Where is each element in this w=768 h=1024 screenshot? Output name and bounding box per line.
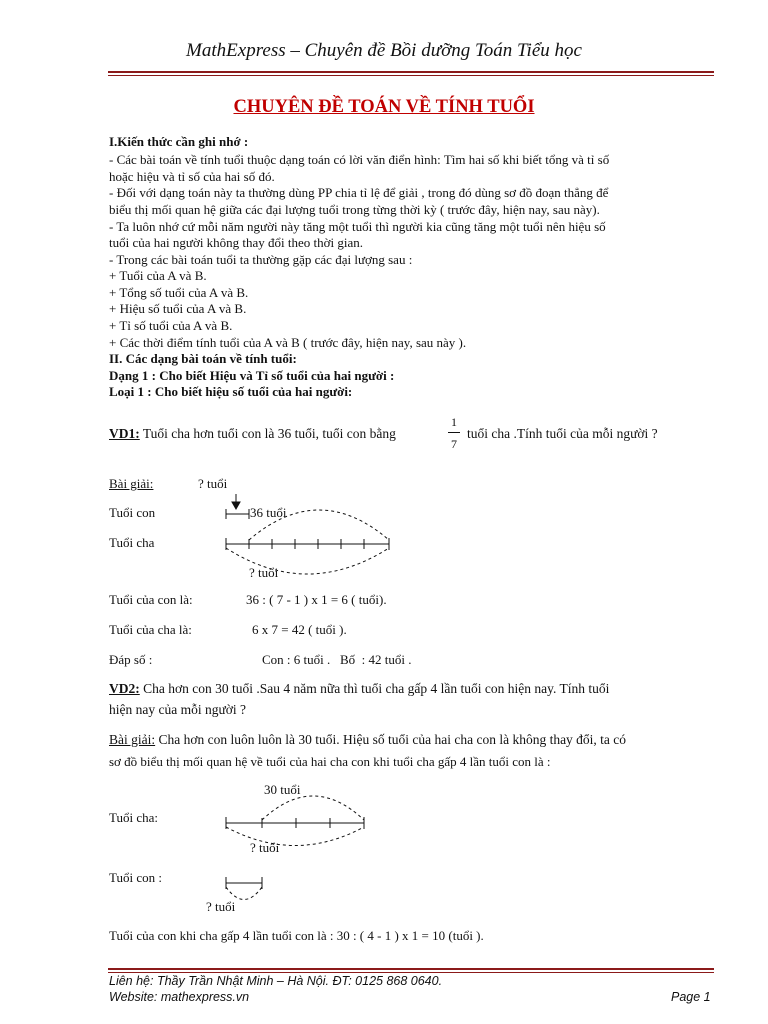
vd1-answer-label: Đáp số : (109, 652, 153, 667)
footer-contact: Liên hệ: Thầy Trần Nhật Minh – Hà Nội. ĐT: 0125 868 0640. (109, 974, 443, 988)
vd1-row-cha-label: Tuổi cha (109, 535, 155, 550)
footer-website: Website: mathexpress.vn (109, 990, 250, 1004)
vd1-text-b: tuổi cha .Tính tuổi của mỗi người ? (467, 426, 658, 441)
vd2-question-con: ? tuổi (206, 899, 236, 914)
vd2-solution-label: Bài giải: (109, 732, 156, 747)
vd2-line2: hiện nay của mỗi người ? (109, 702, 247, 717)
vd2-problem (109, 681, 609, 697)
total-brace-dashed (226, 827, 364, 846)
vd1-label: VD1: (109, 426, 140, 441)
dang1-heading: Dạng 1 : Cho biết Hiệu và Tỉ số tuổi của hai người : (109, 368, 395, 383)
section1-line: - Trong các bài toán tuổi ta thường gặp các đại lượng sau : (109, 252, 413, 267)
footer-rule-thin (108, 972, 714, 973)
diff-brace-dashed (249, 510, 389, 540)
vd2-calc: Tuổi của con khi cha gấp 4 lần tuổi con là : 30 : ( 4 - 1 ) x 1 = 10 (tuổi ). (109, 928, 484, 943)
total-brace-dashed (226, 548, 389, 574)
section2-heading: II. Các dạng bài toán về tính tuổi: (109, 351, 297, 366)
vd1-calc2-label: Tuổi của cha là: (109, 622, 192, 637)
section1-line: biểu thị mối quan hệ giữa các đại lượng tuổi trong từng thời kỳ ( trước đây, hiện nay, sau này). (109, 202, 600, 217)
vd1-calc2: 6 x 7 = 42 ( tuổi ). (252, 622, 347, 637)
arrow-head (232, 502, 240, 509)
vd2-question-cha: ? tuổi (250, 840, 280, 855)
vd1-diff-label: 36 tuổi (250, 505, 287, 520)
vd1-calc1-label: Tuổi của con là: (109, 592, 193, 607)
section1-heading: I.Kiến thức cần ghi nhớ : (109, 134, 249, 149)
vd2-sol-line2: sơ đồ biểu thị mối quan hệ về tuổi của hai cha con khi tuổi cha gấp 4 lần tuổi con là : (109, 754, 551, 769)
section1-line: + Tỉ số tuổi của A và B. (109, 318, 233, 333)
section1-line: + Tổng số tuổi của A và B. (109, 285, 249, 300)
fraction-numerator: 1 (451, 415, 457, 429)
vd2-line1: Cha hơn con 30 tuổi .Sau 4 năm nữa thì tuổi cha gấp 4 lần tuổi con hiện nay. Tính tuổi (139, 681, 610, 696)
vd1-text-a: Tuổi cha hơn tuổi con là 36 tuổi, tuổi con bằng (139, 426, 396, 441)
vd2-label: VD2: (109, 681, 140, 696)
vd2-row-cha-label: Tuổi cha: (109, 810, 158, 825)
vd1-calc1: 36 : ( 7 - 1 ) x 1 = 6 ( tuổi). (246, 592, 387, 607)
vd2-row-con-label: Tuổi con : (109, 870, 162, 885)
fraction-denominator: 7 (451, 437, 457, 451)
vd1-answer: Con : 6 tuổi . Bố : 42 tuổi . (262, 652, 412, 667)
vd2-solution (109, 732, 626, 748)
document-title: CHUYÊN ĐỀ TOÁN VỀ TÍNH TUỔI (233, 97, 535, 117)
section1-line: - Ta luôn nhớ cứ mỗi năm người này tăng một tuổi thì người kia cũng tăng một tuổi nên hiệu số (109, 219, 606, 234)
vd1-row-con-label: Tuổi con (109, 505, 156, 520)
vd2-sol-line1: Cha hơn con luôn luôn là 30 tuổi. Hiệu số tuổi của hai cha con là không thay đổi, ta có (155, 732, 627, 747)
section1-line: - Đối với dạng toán này ta thường dùng PP chia tỉ lệ để giải , trong đó dùng sơ đồ đoạn thẳng để (109, 185, 609, 200)
loai1-heading: Loại 1 : Cho biết hiệu số tuổi của hai người: (109, 384, 353, 399)
vd1-solution-label: Bài giải: (109, 476, 154, 491)
section1-line: + Tuổi của A và B. (109, 268, 207, 283)
vd1-question-top: ? tuổi (198, 476, 228, 491)
vd1-question-bottom: ? tuổi (249, 565, 279, 580)
section1-line: tuổi của hai người không thay đổi theo thời gian. (109, 235, 364, 250)
footer-rule (108, 968, 714, 970)
diff-brace-dashed (262, 796, 364, 820)
section1-line: + Hiệu số tuổi của A và B. (109, 301, 247, 316)
footer-page-number: Page 1 (671, 990, 711, 1004)
section1-line: + Các thời điểm tính tuổi của A và B ( trước đây, hiện nay, sau này ). (109, 335, 467, 350)
page-header: MathExpress – Chuyên đề Bồi dưỡng Toán Tiểu học (186, 40, 582, 61)
son-brace-dashed (226, 887, 262, 900)
section1-line: - Các bài toán về tính tuổi thuộc dạng toán có lời văn điển hình: Tìm hai số khi biết tổng và tỉ số (109, 152, 610, 167)
section1-line: hoặc hiệu và tỉ số của hai số đó. (109, 169, 275, 184)
vd2-diff-label: 30 tuổi (264, 782, 301, 797)
